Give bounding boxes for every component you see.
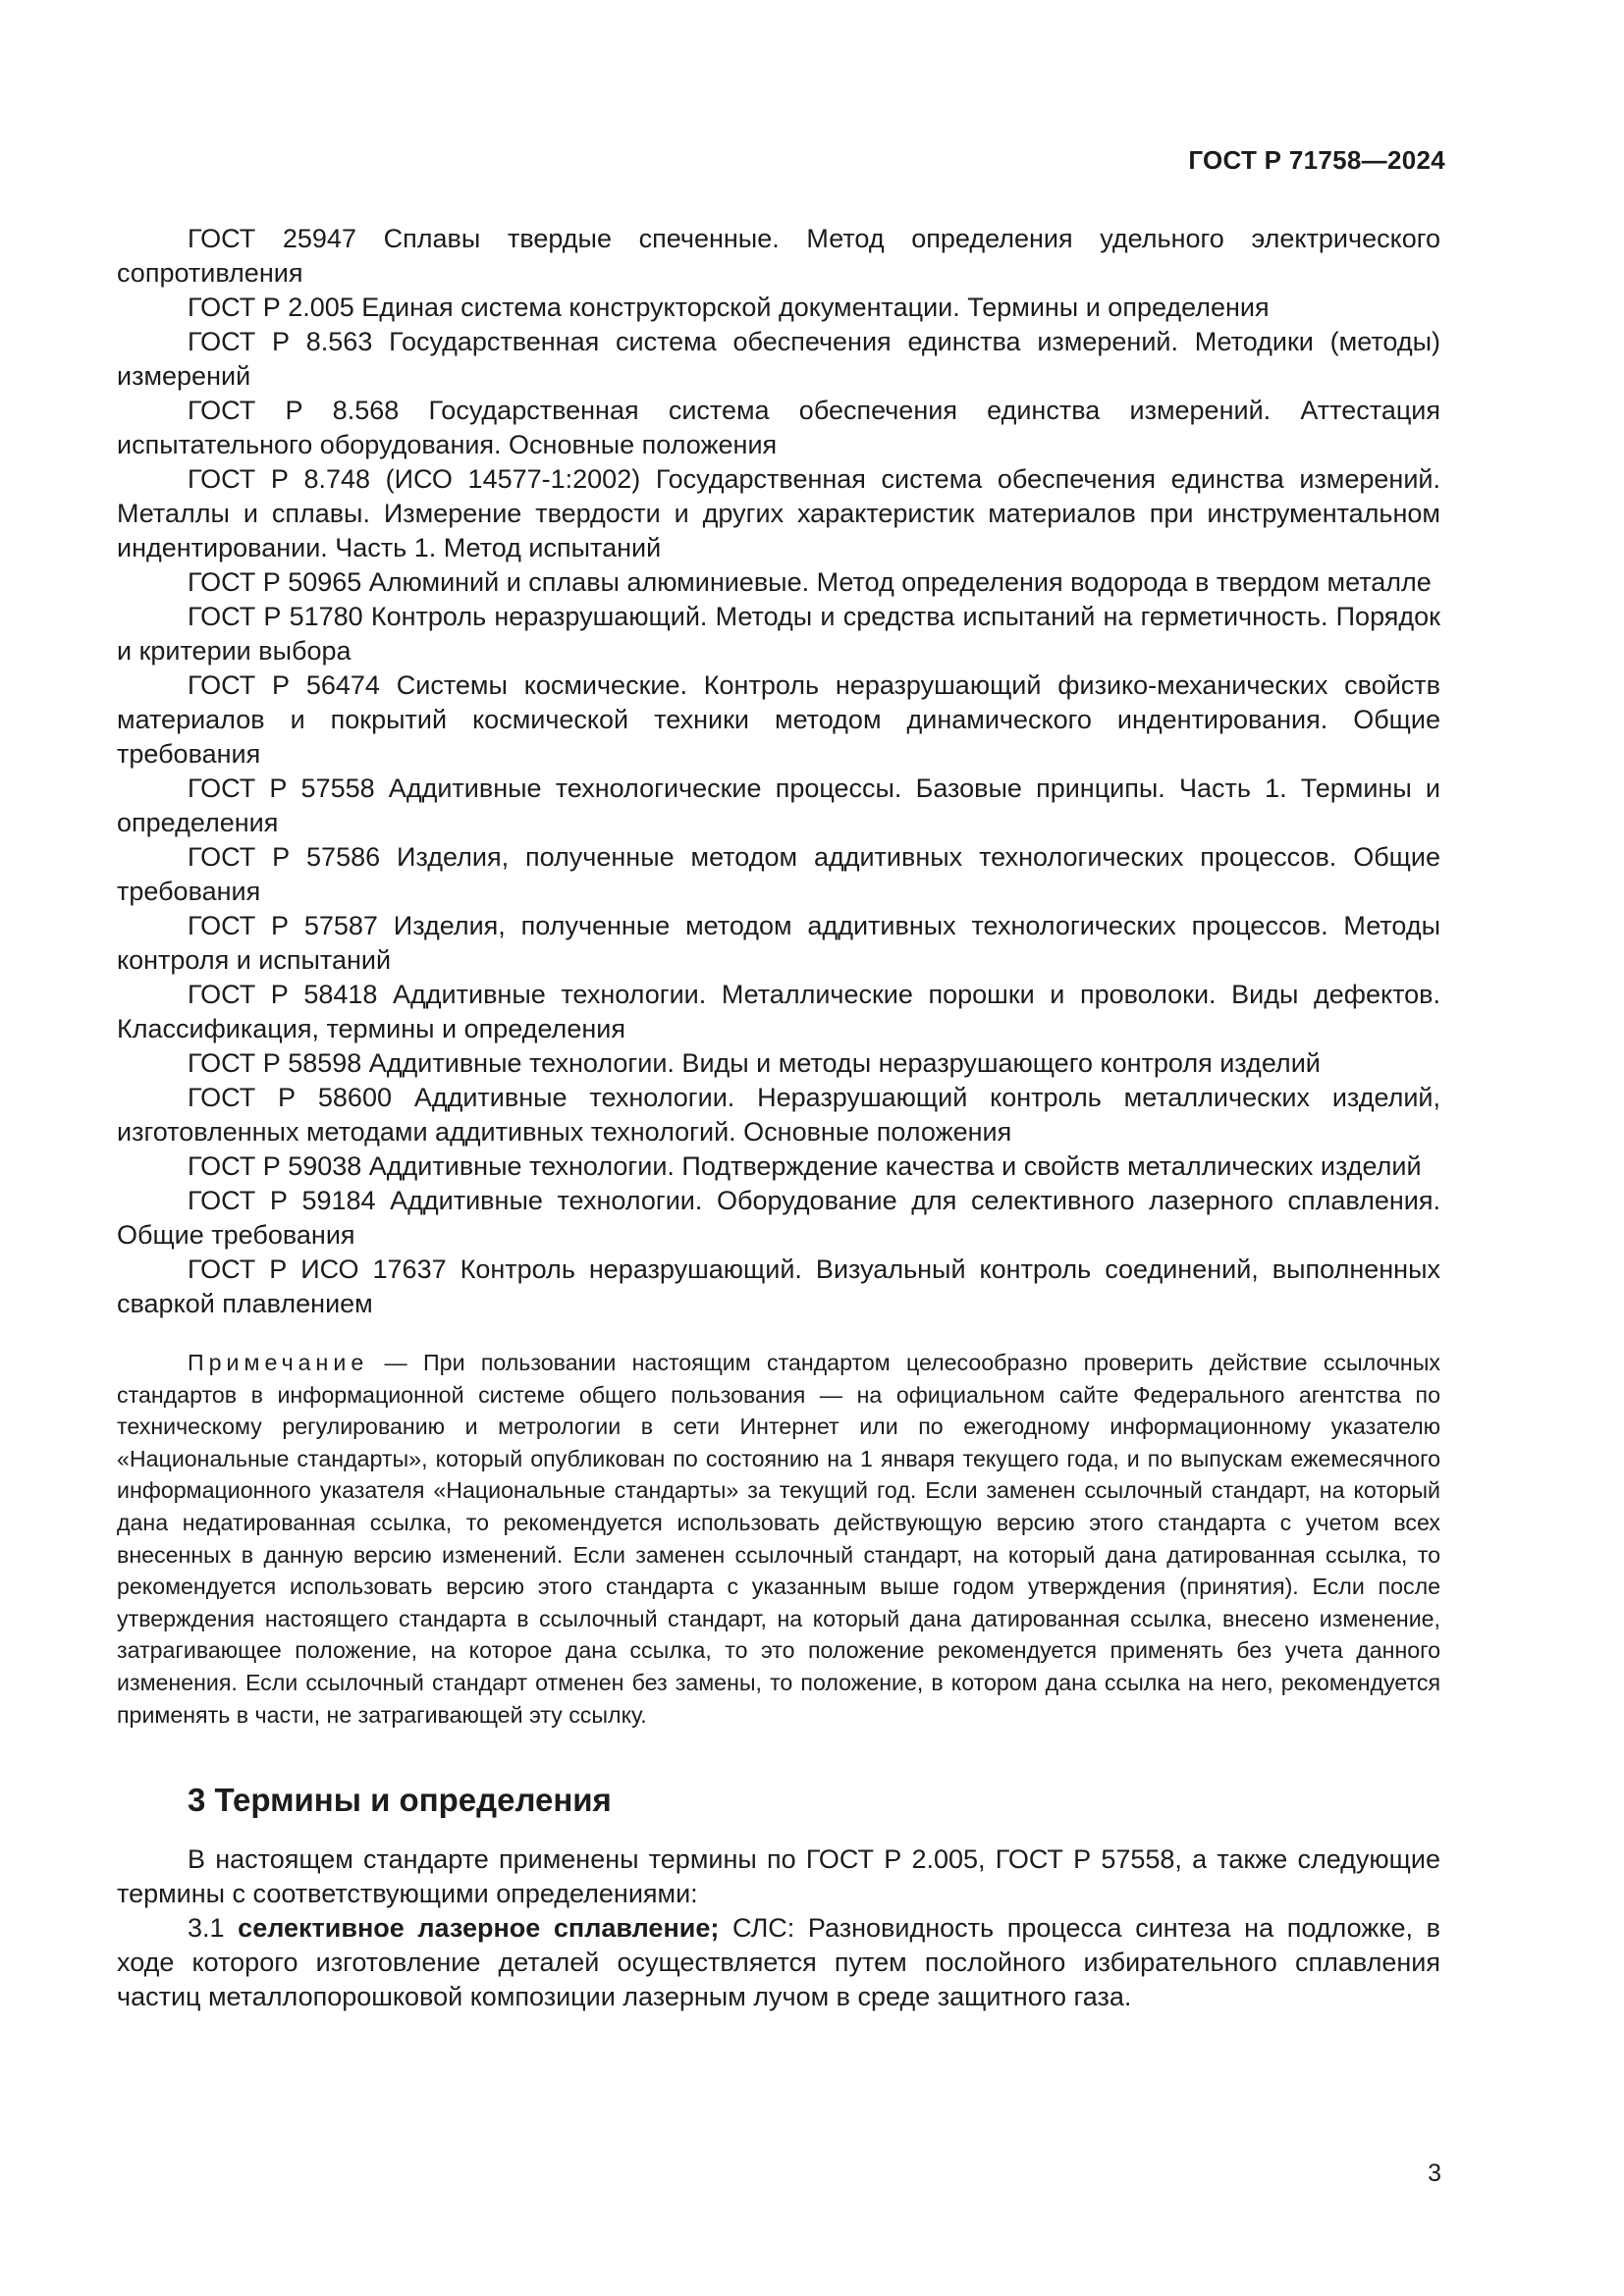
- term-name: селективное лазерное сплавление;: [238, 1913, 720, 1944]
- term-number: 3.1: [188, 1913, 225, 1944]
- page-number: 3: [1428, 2160, 1441, 2187]
- note-text: — При пользовании настоящим стандартом целесообразно проверить действие ссылочных стандартов в информационной системе общего пользования — на официальном сайте Федерального агентства по техническому регулированию и метрологии в сети Интернет или по ежегодному информационному указателю «Национальные стандарты», который опубликован по состоянию на 1 января текущего года, и по выпускам ежемесячного информационного указателя «Национальные стандарты» за текущий год. Если заменен ссылочный стандарт, на который дана недатированная ссылка, то рекомендуется использовать действующую версию этого стандарта с учетом всех внесенных в данную версию изменений. Если заменен ссылочный стандарт, на который дана датированная ссылка, то рекомендуется использовать версию этого стандарта с указанным выше годом утверждения (принятия). Если после утверждения настоящего стандарта в ссылочный стандарт, на который дана датированная ссылка, внесено изменение, затрагивающее положение, на которое дана ссылка, то это положение рекомендуется применять без учета данного изменения. Если ссылочный стандарт отменен без замены, то положение, в котором дана ссылка на него, рекомендуется применять в части, не затрагивающей эту ссылку.: [117, 1350, 1440, 1728]
- section-intro: В настоящем стандарте применены термины по ГОСТ Р 2.005, ГОСТ Р 57558, а также следующие термины с соответствующими определениями:: [117, 1844, 1440, 1909]
- term-definition-paragraph: [117, 1911, 1440, 2014]
- reference-item: ГОСТ 25947 Сплавы твердые спеченные. Метод определения удельного электрического сопротивления: [117, 224, 1440, 288]
- reference-item: ГОСТ Р 57587 Изделия, полученные методом аддитивных технологических процессов. Методы контроля и испытаний: [117, 911, 1440, 975]
- reference-item: ГОСТ Р 56474 Системы космические. Контроль неразрушающий физико-механических свойств материалов и покрытий космической техники методом динамического индентирования. Общие требования: [117, 670, 1440, 769]
- page-content: [117, 222, 1440, 2014]
- reference-item: ГОСТ Р ИСО 17637 Контроль неразрушающий. Визуальный контроль соединений, выполненных сваркой плавлением: [117, 1255, 1440, 1318]
- reference-item: ГОСТ Р 51780 Контроль неразрушающий. Методы и средства испытаний на герметичность. Порядок и критерии выбора: [117, 602, 1440, 666]
- reference-item: ГОСТ Р 50965 Алюминий и сплавы алюминиевые. Метод определения водорода в твердом металле: [188, 567, 1432, 597]
- section-heading: 3 Термины и определения: [188, 1782, 612, 1819]
- reference-item: ГОСТ Р 58598 Аддитивные технологии. Виды и методы неразрушающего контроля изделий: [188, 1048, 1321, 1078]
- reference-item: ГОСТ Р 59038 Аддитивные технологии. Подтверждение качества и свойств металлических изделий: [188, 1151, 1422, 1181]
- normative-references-list: [117, 222, 1440, 1321]
- reference-item: ГОСТ Р 8.568 Государственная система обеспечения единства измерений. Аттестация испытательного оборудования. Основные положения: [117, 396, 1440, 459]
- note-label: Примечание: [188, 1350, 369, 1375]
- term-definition: СЛС: Разновидность процесса синтеза на подложке, в ходе которого изготовление деталей осуществляется путем послойного избирательного сплавления частиц металлопорошковой композиции лазерным лучом в среде защитного газа.: [117, 1913, 1440, 2012]
- document-code: ГОСТ Р 71758—2024: [1188, 145, 1445, 175]
- reference-item: ГОСТ Р 57586 Изделия, полученные методом аддитивных технологических процессов. Общие требования: [117, 842, 1440, 906]
- note-paragraph: [117, 1347, 1440, 1731]
- reference-item: ГОСТ Р 58418 Аддитивные технологии. Металлические порошки и проволоки. Виды дефектов. Классификация, термины и определения: [117, 980, 1440, 1043]
- reference-item: ГОСТ Р 58600 Аддитивные технологии. Неразрушающий контроль металлических изделий, изготовленных методами аддитивных технологий. Основные положения: [117, 1083, 1440, 1147]
- reference-item: ГОСТ Р 57558 Аддитивные технологические процессы. Базовые принципы. Часть 1. Термины и определения: [117, 774, 1440, 837]
- reference-item: ГОСТ Р 8.563 Государственная система обеспечения единства измерений. Методики (методы) измерений: [117, 327, 1440, 391]
- reference-item: ГОСТ Р 8.748 (ИСО 14577-1:2002) Государственная система обеспечения единства измерений. Металлы и сплавы. Измерение твердости и других характеристик материалов при инструментальном индентировании. Часть 1. Метод испытаний: [117, 464, 1440, 562]
- reference-item: ГОСТ Р 2.005 Единая система конструкторской документации. Термины и определения: [188, 293, 1270, 322]
- reference-item: ГОСТ Р 59184 Аддитивные технологии. Оборудование для селективного лазерного сплавления. Общие требования: [117, 1186, 1440, 1250]
